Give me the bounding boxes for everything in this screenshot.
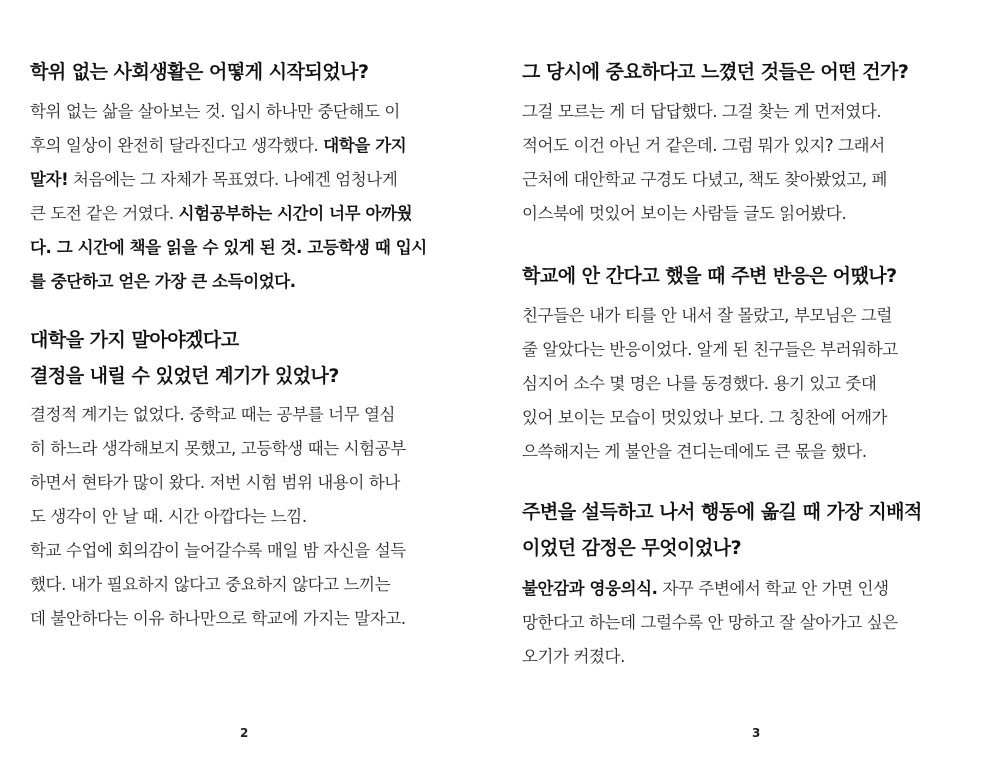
right-question-3-block — [522, 494, 962, 566]
answer-emphasis: 를 중단하고 얻은 가장 큰 소득이었다. — [30, 272, 296, 291]
answer-emphasis: 불안감과 영웅의식. — [522, 579, 658, 598]
answer-line: 망한다고 하는데 그럴수록 안 망하고 잘 살아가고 싶은 — [522, 613, 898, 632]
answer-line: 근처에 대안학교 구경도 다녔고, 책도 찾아봤었고, 페 — [522, 170, 888, 189]
question-line: 이었던 감정은 무엇이었나? — [522, 537, 742, 559]
question-line: 결정을 내릴 수 있었던 계기가 있었나? — [30, 365, 339, 387]
question-line: 대학을 가지 말아야겠다고 — [30, 329, 239, 351]
answer-line — [30, 197, 470, 231]
page-number: 2 — [240, 726, 249, 740]
answer-text: 큰 도전 같은 거였다. — [30, 204, 179, 223]
answer-emphasis: 대학을 가지 — [323, 136, 407, 155]
answer-line: 적어도 이건 아닌 거 같은데. 그럼 뭐가 있지? 그래서 — [522, 136, 885, 155]
right-question-1-block — [522, 54, 962, 90]
answer-line: 했다. 내가 필요하지 않다고 중요하지 않다고 느끼는 — [30, 575, 391, 594]
question-line: 주변을 설득하고 나서 행동에 옮길 때 가장 지배적 — [522, 501, 922, 523]
answer-line: 학위 없는 삶을 살아보는 것. 입시 하나만 중단해도 이 — [30, 102, 400, 121]
answer-line: 히 하느라 생각해보지 못했고, 고등학생 때는 시험공부 — [30, 439, 406, 458]
right-answer-1 — [522, 95, 962, 231]
right-page — [522, 0, 962, 778]
left-page — [30, 0, 470, 778]
answer-line — [522, 572, 962, 606]
left-answer-2 — [30, 398, 470, 636]
question-heading — [30, 322, 470, 394]
answer-line: 결정적 계기는 없었다. 중학교 때는 공부를 너무 열심 — [30, 405, 396, 424]
page-number: 3 — [752, 726, 761, 740]
answer-line: 하면서 현타가 많이 왔다. 저번 시험 범위 내용이 하나 — [30, 473, 400, 492]
left-question-2-block — [30, 322, 470, 394]
answer-emphasis: 다. 그 시간에 책을 읽을 수 있게 된 것. 고등학생 때 입시 — [30, 238, 427, 257]
answer-text: 자꾸 주변에서 학교 안 가면 인생 — [657, 579, 889, 598]
answer-line: 친구들은 내가 티를 안 내서 잘 몰랐고, 부모님은 그럴 — [522, 306, 892, 325]
right-answer-2 — [522, 299, 962, 469]
answer-line: 그걸 모르는 게 더 답답했다. 그걸 찾는 게 먼저였다. — [522, 102, 882, 121]
answer-line: 줄 알았다는 반응이었다. 알게 된 친구들은 부러워하고 — [522, 340, 898, 359]
answer-line: 데 불안하다는 이유 하나만으로 학교에 가지는 말자고. — [30, 609, 406, 628]
question-heading — [522, 494, 962, 566]
answer-line: 도 생각이 안 날 때. 시간 아깝다는 느낌. — [30, 507, 307, 526]
answer-line: 학교 수업에 회의감이 늘어갈수록 매일 밤 자신을 설득 — [30, 541, 406, 560]
answer-line — [30, 129, 470, 163]
left-question-1-block — [30, 54, 470, 90]
answer-emphasis: 말자! — [30, 170, 69, 189]
left-answer-1 — [30, 95, 470, 299]
question-heading: 그 당시에 중요하다고 느꼈던 것들은 어떤 건가? — [522, 61, 909, 83]
answer-text: 처음에는 그 자체가 목표였다. 나에겐 엄청나게 — [68, 170, 398, 189]
question-heading: 학교에 안 간다고 했을 때 주변 반응은 어땠나? — [522, 265, 897, 287]
answer-text: 후의 일상이 완전히 달라진다고 생각했다. — [30, 136, 324, 155]
answer-line — [30, 231, 470, 265]
right-answer-3 — [522, 572, 962, 674]
answer-line — [30, 163, 470, 197]
answer-line: 있어 보이는 모습이 멋있었나 보다. 그 칭찬에 어깨가 — [522, 408, 888, 427]
answer-line: 심지어 소수 몇 명은 나를 동경했다. 용기 있고 줏대 — [522, 374, 877, 393]
answer-emphasis: 시험공부하는 시간이 너무 아까웠 — [178, 204, 413, 223]
right-question-2-block — [522, 258, 962, 294]
answer-line: 오기가 커졌다. — [522, 647, 625, 666]
answer-line — [30, 265, 470, 299]
question-heading: 학위 없는 사회생활은 어떻게 시작되었나? — [30, 61, 369, 83]
answer-line: 이스북에 멋있어 보이는 사람들 글도 읽어봤다. — [522, 204, 847, 223]
answer-line: 으쓱해지는 게 불안을 견디는데에도 큰 몫을 했다. — [522, 442, 867, 461]
